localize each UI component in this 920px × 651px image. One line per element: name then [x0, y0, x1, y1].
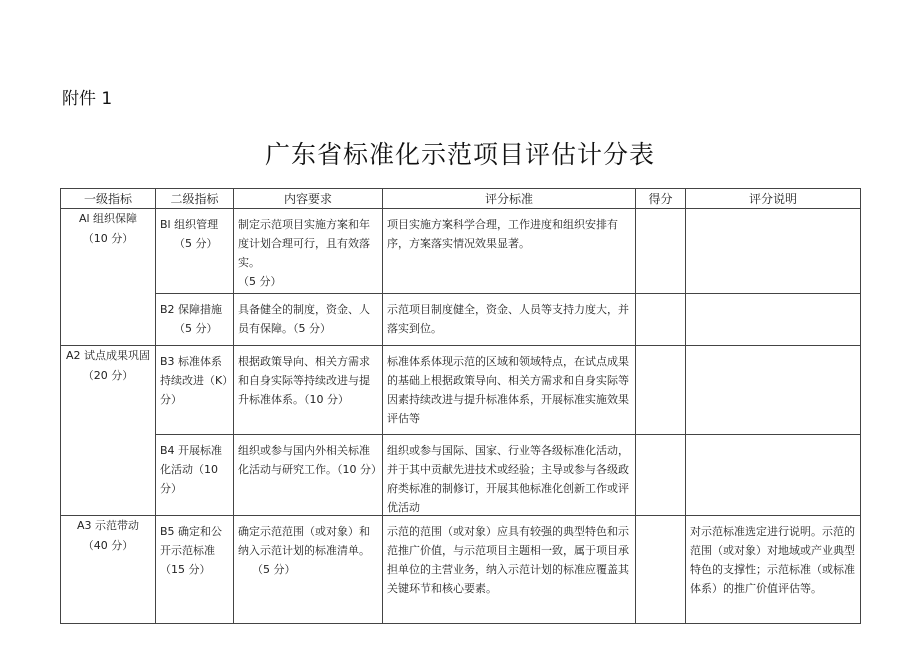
criteria-cell [383, 294, 636, 346]
score-cell [636, 435, 686, 516]
table-row [61, 209, 861, 294]
content-text: 确定示范范围（或对象）和纳入示范计划的标准清单。 [238, 525, 370, 557]
level1-score: （20 分） [82, 369, 134, 382]
level1-score: （10 分） [82, 232, 134, 245]
criteria-cell [383, 209, 636, 294]
criteria-text: 示范项目制度健全，资金、人员等支持力度大，并落实到位。 [387, 303, 629, 335]
level1-name: A2 试点成果巩固 [65, 349, 151, 362]
level2-score: （5 分） [174, 237, 218, 250]
level2-name: B4 开展标准化活动（10 分） [160, 444, 223, 495]
table-row [61, 346, 861, 435]
content-cell [234, 346, 383, 435]
level1-cell [61, 516, 156, 624]
attachment-label: 附件 1 [62, 89, 113, 109]
level2-cell [156, 516, 234, 624]
level2-cell [156, 294, 234, 346]
content-score: （5 分） [252, 563, 296, 576]
content-cell [234, 294, 383, 346]
note-text: 对示范标准选定进行说明。示范的范围（或对象）对地域或产业典型特色的支撑性；示范标准（或标准体系）的推广价值评估等。 [690, 525, 855, 595]
score-cell [636, 209, 686, 294]
header-content: 内容要求 [234, 189, 383, 209]
header-level1: 一级指标 [61, 189, 156, 209]
level1-cell [61, 209, 156, 346]
criteria-text: 组织或参与国际、国家、行业等各级标准化活动，并于其中贡献先进技术或经验；主导或参与各级政府类标准的制修订，开展其他标准化创新工作或评优活动 [387, 444, 629, 514]
note-cell [686, 435, 861, 516]
criteria-cell [383, 435, 636, 516]
header-note: 评分说明 [686, 189, 861, 209]
level1-score: （40 分） [82, 539, 134, 552]
level2-name: B5 确定和公开示范标准（15 分） [160, 525, 223, 576]
content-text: 根据政策导向、相关方需求和自身实际等持续改进与提升标准体系。（10 分） [238, 355, 370, 406]
level2-name: B2 保障措施 [160, 303, 223, 316]
note-cell [686, 209, 861, 294]
level2-name: B3 标准体系持续改进（K） [160, 355, 234, 387]
criteria-text: 标准体系体现示范的区域和领域特点，在试点成果的基础上根据政策导向、相关方需求和自身实际等因素持续改进与提升标准体系，开展标准实施效果评估等 [387, 355, 629, 425]
header-criteria: 评分标准 [383, 189, 636, 209]
content-score: （5 分） [238, 275, 282, 288]
header-level2: 二级指标 [156, 189, 234, 209]
page-title: 广东省标准化示范项目评估计分表 [264, 140, 655, 169]
scoring-table [60, 188, 861, 624]
note-cell [686, 516, 861, 624]
level2-score: 分） [160, 393, 182, 406]
table-row [61, 294, 861, 346]
level1-name: A3 示范带动 [76, 519, 140, 532]
criteria-text: 示范的范围（或对象）应具有较强的典型特色和示范推广价值，与示范项目主题相一致，属于项目承担单位的主营业务，纳入示范计划的标准应覆盖其关键环节和核心要素。 [387, 525, 629, 595]
content-cell [234, 516, 383, 624]
criteria-cell [383, 516, 636, 624]
level1-name: Al 组织保障 [78, 212, 138, 225]
criteria-text: 项目实施方案科学合理，工作进度和组织安排有序，方案落实情况效果显著。 [387, 218, 618, 250]
table-row [61, 435, 861, 516]
header-score: 得分 [636, 189, 686, 209]
level1-cell [61, 346, 156, 516]
note-cell [686, 346, 861, 435]
content-text: 制定示范项目实施方案和年度计划合理可行，且有效落实。 [238, 218, 370, 269]
level2-cell [156, 435, 234, 516]
content-cell [234, 435, 383, 516]
criteria-cell [383, 346, 636, 435]
content-text: 组织或参与国内外相关标准化活动与研究工作。（10 分） [238, 444, 382, 476]
level2-score: （5 分） [174, 322, 218, 335]
table-row [61, 516, 861, 624]
score-cell [636, 516, 686, 624]
table-header-row [61, 189, 861, 209]
level2-name: Bl 组织管理 [160, 218, 219, 231]
content-text: 具备健全的制度，资金、人员有保障。（5 分） [238, 303, 370, 335]
level2-cell [156, 209, 234, 294]
note-cell [686, 294, 861, 346]
level2-cell [156, 346, 234, 435]
score-cell [636, 346, 686, 435]
score-cell [636, 294, 686, 346]
content-cell [234, 209, 383, 294]
